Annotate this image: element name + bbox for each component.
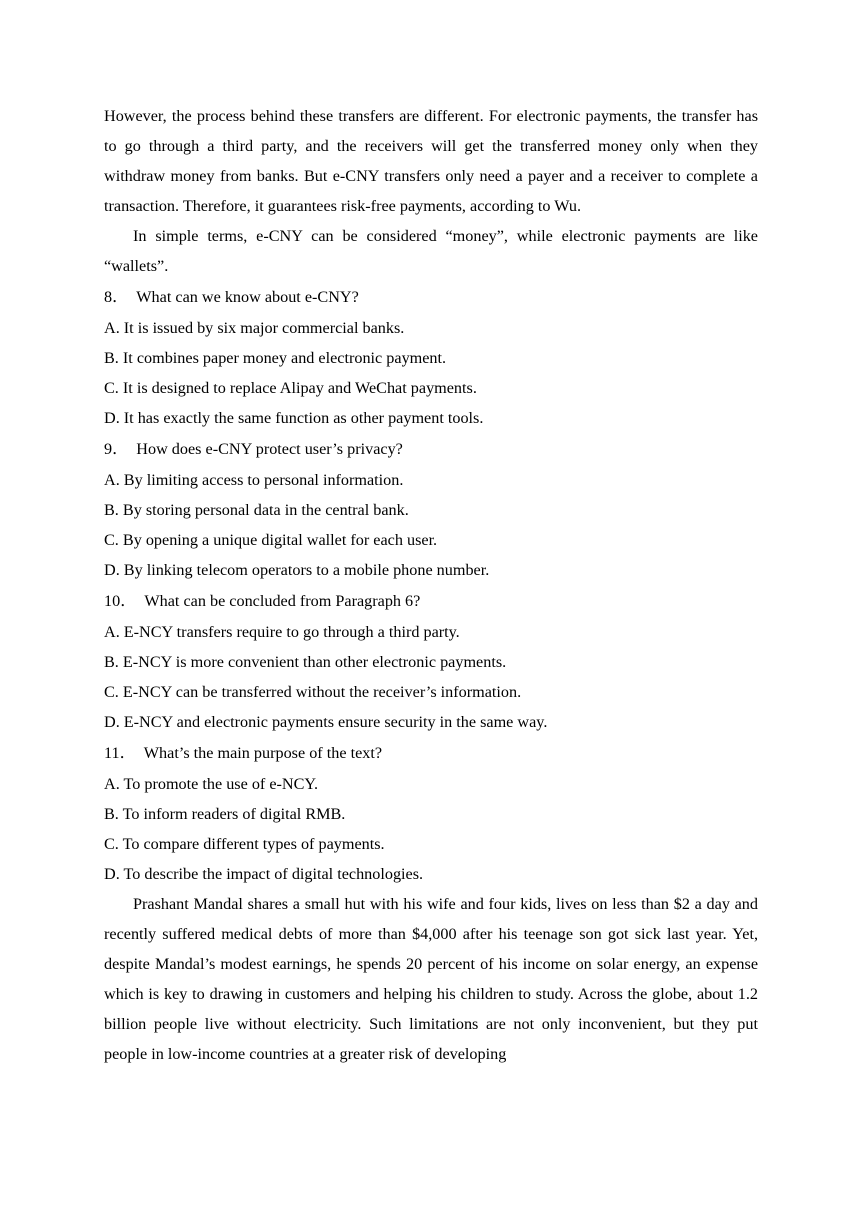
question-number: 10． (104, 592, 137, 610)
question-text: What can be concluded from Paragraph 6? (144, 592, 421, 610)
option-11d: D. To describe the impact of digital technologies. (104, 865, 424, 883)
option-8d: D. It has exactly the same function as other payment tools. (104, 409, 484, 427)
option-11c: C. To compare different types of payments. (104, 835, 385, 853)
question-text: What can we know about e-CNY? (136, 288, 359, 306)
option-9a: A. By limiting access to personal information. (104, 471, 404, 489)
question-9 (104, 434, 758, 465)
option-9c: C. By opening a unique digital wallet for each user. (104, 531, 438, 549)
option-10a: A. E-NCY transfers require to go through a third party. (104, 623, 460, 641)
option-9b: B. By storing personal data in the central bank. (104, 501, 409, 519)
option-8b: B. It combines paper money and electronic payment. (104, 349, 447, 367)
question-number: 11． (104, 744, 136, 762)
passage-paragraph: In simple terms, e-CNY can be considered “money”, while electronic payments are like “wallets”. (104, 227, 758, 275)
question-number: 8． (104, 288, 129, 306)
question-text: How does e-CNY protect user’s privacy? (136, 440, 403, 458)
option-10d: D. E-NCY and electronic payments ensure security in the same way. (104, 713, 548, 731)
question-8 (104, 282, 758, 313)
option-11a: A. To promote the use of e-NCY. (104, 775, 319, 793)
question-number: 9． (104, 440, 129, 458)
question-11 (104, 738, 758, 769)
question-text: What’s the main purpose of the text? (143, 744, 383, 762)
question-10 (104, 586, 758, 617)
option-8a: A. It is issued by six major commercial banks. (104, 319, 405, 337)
option-8c: C. It is designed to replace Alipay and WeChat payments. (104, 379, 477, 397)
passage-paragraph: Prashant Mandal shares a small hut with his wife and four kids, lives on less than $2 a day and recently suffered medical debts of more than $4,000 after his teenage son got sick last year. Yet, despite Mandal’s modest earnings, he spends 20 percent of his income on solar energy, an expense which is key to drawing in customers and helping his children to study. Across the globe, about 1.2 billion people live without electricity. Such limitations are not only inconvenient, but they put people in low-income countries at a greater risk of developing (104, 895, 758, 1063)
option-11b: B. To inform readers of digital RMB. (104, 805, 346, 823)
document-page (104, 101, 758, 1069)
option-10b: B. E-NCY is more convenient than other electronic payments. (104, 653, 507, 671)
passage-paragraph: However, the process behind these transfers are different. For electronic payments, the transfer has to go through a third party, and the receivers will get the transferred money only when they withdraw money from banks. But e-CNY transfers only need a payer and a receiver to complete a transaction. Therefore, it guarantees risk-free payments, according to Wu. (104, 107, 758, 215)
option-10c: C. E-NCY can be transferred without the receiver’s information. (104, 683, 522, 701)
option-9d: D. By linking telecom operators to a mobile phone number. (104, 561, 490, 579)
